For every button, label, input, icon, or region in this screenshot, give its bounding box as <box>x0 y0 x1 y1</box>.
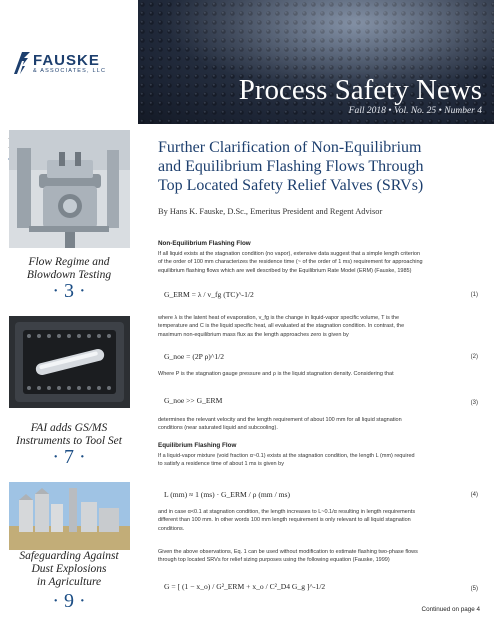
equation-1: G_ERM = λ / v_fg (TC)^-1/2 <box>164 290 254 299</box>
equation-number: (5) <box>470 586 478 592</box>
text-line: maximum non-equilibrium mass flux as the length approaches zero is given by <box>158 331 349 338</box>
article-teaser-gsms[interactable] <box>4 422 134 448</box>
text-line: Given the above observations, Eq. 1 can be used without modification to estimate flashing two-phase flows <box>158 549 418 555</box>
teaser-line: FAI adds GS/MS <box>30 422 108 434</box>
equation-4: L (mm) ≈ 1 (ms) · G_ERM / ρ (mm / ms) <box>164 490 291 499</box>
teaser-line: Flow Regime and <box>28 256 110 268</box>
paragraph-4 <box>158 416 480 433</box>
text-line: If a liquid-vapor mixture (void fraction α~0.1) exists at the stagnation condition, the length L (mm) required <box>158 453 415 459</box>
equation-number: (4) <box>470 492 478 498</box>
equation-number: (2) <box>470 354 478 360</box>
text-line: through top located SRVs for relief sizing purposes using the following equation (Fauske, 1999) <box>158 557 390 564</box>
text-line: and in case α<0.1 at stagnation condition, the length increases to L~0.1/α resulting in length requirements <box>158 509 416 515</box>
title-line: Top Located Safety Relief Valves (SRVs) <box>158 177 424 194</box>
page-number-7[interactable]: · 7 · <box>52 446 86 468</box>
text-line: where λ is the latent heat of evaporation, v_fg is the change in liquid-vapor specific volume, T is the <box>158 315 400 321</box>
equation-number: (1) <box>470 292 478 298</box>
article-title <box>158 138 478 195</box>
article-teaser-dust-explosions[interactable] <box>4 550 134 589</box>
feature-article <box>146 124 486 640</box>
fauske-logo[interactable] <box>14 52 124 76</box>
equation-3: G_noe >> G_ERM <box>164 396 223 405</box>
section-heading-non-equilibrium: Non-Equilibrium Flashing Flow <box>158 240 251 247</box>
brand-name: FAUSKE <box>33 52 100 69</box>
text-line: temperature and C is the liquid specific heat, all evaluated at the stagnation condition. In contrast, the <box>158 323 405 330</box>
page-number-3[interactable]: · 3 · <box>52 280 86 302</box>
paragraph-7 <box>158 548 480 565</box>
teaser-line: Dust Explosions <box>31 563 107 575</box>
paragraph-6 <box>158 508 480 533</box>
teaser-line: Safeguarding Against <box>19 550 119 562</box>
article-teaser-flow-regime[interactable] <box>4 256 134 282</box>
flow-regime-photo[interactable] <box>9 130 130 248</box>
equation-5: G = [ (1 − x_o) / G²_ERM + x_o / C²_D4 G_g ]^-1/2 <box>164 582 326 591</box>
title-line: Further Clarification of Non-Equilibrium <box>158 139 422 156</box>
equation-2: G_noe = (2P ρ)^1/2 <box>164 352 225 361</box>
text-line: different than 100 mm. In other words 100 mm length requirement is only relevant to all liquid stagnation <box>158 517 411 524</box>
issue-info: Fall 2018 • Vol. No. 25 • Number 4 <box>348 106 482 116</box>
text-line: If all liquid exists at the stagnation condition (no vapor), extensive data suggest that a simple length criterion <box>158 251 421 257</box>
text-line: equilibrium flashing flows which are well described by the Equilibrium Rate Model (ERM) (Fauske, 1985) <box>158 267 412 274</box>
equation-number: (3) <box>470 400 478 406</box>
paragraph-3 <box>158 370 480 378</box>
dust-explosions-photo[interactable] <box>9 482 130 550</box>
text-line: of the order of 100 mm characterizes the residence time (~ of the order of 1 ms) requirement for approaching <box>158 259 423 266</box>
in-this-issue-sidebar <box>0 124 138 640</box>
gsms-instruments-photo[interactable] <box>9 316 130 408</box>
teaser-line: Blowdown Testing <box>26 269 112 281</box>
text-line: to satisfy a residence time of about 1 ms is given by <box>158 461 284 468</box>
section-heading-equilibrium: Equilibrium Flashing Flow <box>158 442 237 449</box>
text-line: determines the relevant velocity and the length requirement of about 100 mm for all liquid stagnation <box>158 417 402 423</box>
title-line: and Equilibrium Flashing Flows Through <box>158 158 424 175</box>
teaser-line: Instruments to Tool Set <box>16 435 122 447</box>
paragraph-2 <box>158 314 480 339</box>
text-line: conditions (near saturated liquid and subcooling). <box>158 425 278 432</box>
paragraph-5 <box>158 452 480 469</box>
paragraph-1 <box>158 250 480 275</box>
grain-elevator-photo-icon <box>9 482 130 550</box>
text-line: conditions. <box>158 525 185 532</box>
brand-tagline: & ASSOCIATES, LLC <box>33 68 107 74</box>
text-line: Where P is the stagnation gauge pressure and ρ is the liquid stagnation density. Considering that <box>158 371 394 377</box>
page-number-9[interactable]: · 9 · <box>52 590 86 612</box>
article-byline: By Hans K. Fauske, D.Sc., Emeritus President and Regent Advisor <box>158 207 383 216</box>
fauske-logo-mark-icon <box>14 52 30 74</box>
masthead-banner <box>138 0 494 124</box>
test-apparatus-photo-icon <box>9 130 130 248</box>
newsletter-title: Process Safety News <box>238 74 482 106</box>
masthead <box>0 0 494 124</box>
instrument-chamber-photo-icon <box>9 316 130 408</box>
teaser-line: in Agriculture <box>36 576 102 588</box>
continued-link[interactable]: Continued on page 4 <box>421 606 480 613</box>
